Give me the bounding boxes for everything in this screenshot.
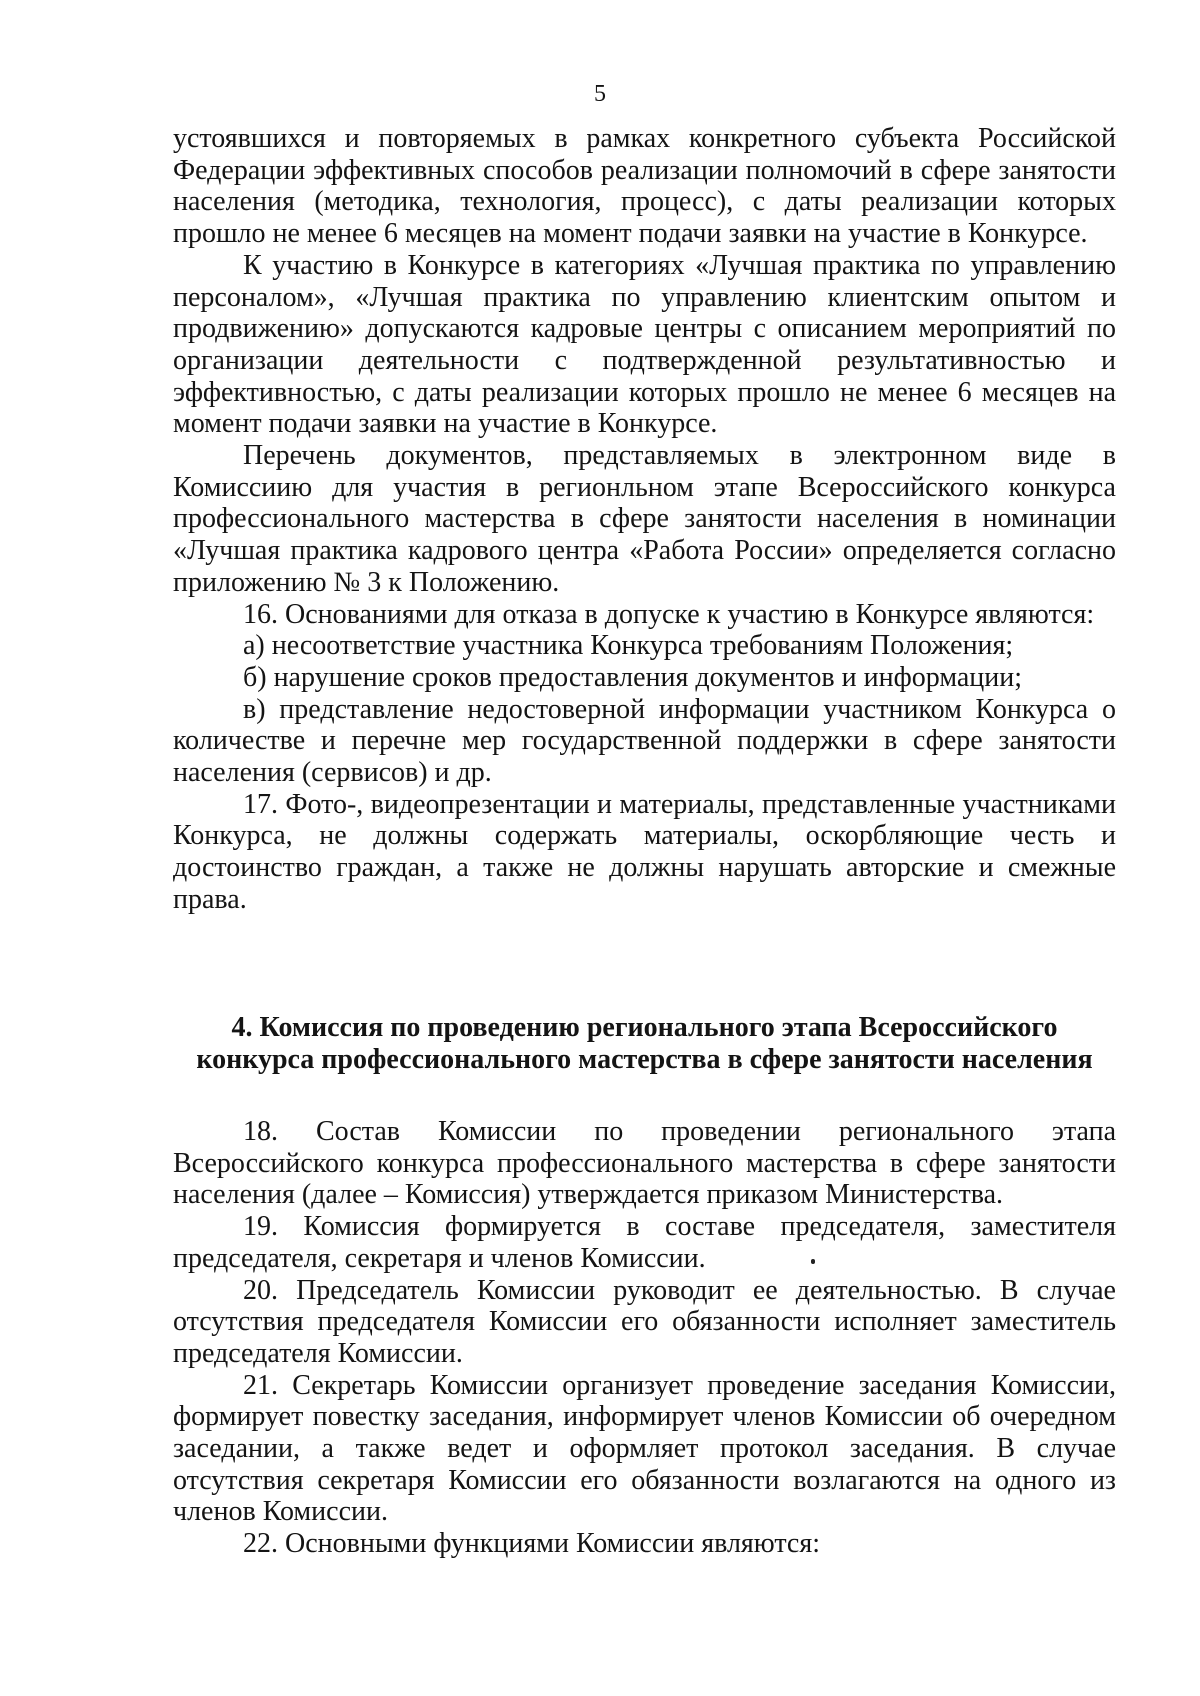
section-4-body [173, 1116, 1116, 1560]
heading-line-1: 4. Комиссия по проведению регионального этапа Всероссийского [231, 1012, 1058, 1043]
paragraph-documents-list: Перечень документов, представляемых в электронном виде в Комиссиию для участия в регионльном этапе Всероссийского конкурса профессионального мастерства в сфере занятости населения в номинации «Лучшая практика кадрового центра «Работа России» определяется согласно приложению № 3 к Положению. [173, 440, 1116, 598]
paragraph-categories: К участию в Конкурсе в категориях «Лучшая практика по управлению персоналом», «Лучшая практика по управлению клиентским опытом и продвижению» допускаются кадровые центры с описанием мероприятий по организации деятельности с подтвержденной результативностью и эффективностью, с даты реализации которых прошло не менее 6 месяцев на момент подачи заявки на участие в Конкурсе. [173, 249, 1116, 440]
paragraph-18: 18. Состав Комиссии по проведении регионального этапа Всероссийского конкурса профессионального мастерства в сфере занятости населения (далее – Комиссия) утверждается приказом Министерства. [173, 1116, 1116, 1211]
heading-line-2: конкурса профессионального мастерства в сфере занятости населения [196, 1044, 1093, 1075]
paragraph-22: 22. Основными функциями Комиссии являются: [243, 1528, 821, 1560]
list-item-a: а) несоответствие участника Конкурса требованиям Положения; [243, 630, 1014, 662]
paragraph-19: 19. Комиссия формируется в составе председателя, заместителя председателя, секретаря и членов Комиссии. [173, 1211, 1116, 1274]
section-4-heading [173, 1012, 1116, 1076]
paragraph-20: 20. Председатель Комиссии руководит ее деятельностью. В случае отсутствия председателя Комиссии его обязанности исполняет заместитель председателя Комиссии. [173, 1274, 1116, 1369]
scan-artifact-dot [811, 1259, 815, 1264]
paragraph-17: 17. Фото-, видеопрезентации и материалы, представленные участниками Конкурса, не должны содержать материалы, оскорбляющие честь и достоинство граждан, а также не должны нарушать авторские и смежные права. [173, 788, 1116, 915]
section-3-continuation [173, 123, 1116, 916]
list-item-c: в) представление недостоверной информации участником Конкурса о количестве и перечне мер государственной поддержки в сфере занятости населения (сервисов) и др. [173, 693, 1116, 789]
paragraph-21: 21. Секретарь Комиссии организует проведение заседания Комиссии, формирует повестку заседания, информирует членов Комиссии об очередном заседании, а также ведет и оформляет протокол заседания. В случае отсутствия секретаря Комиссии его обязанности возлагаются на одного из членов Комиссии. [173, 1369, 1116, 1528]
page-number: 5 [594, 81, 606, 107]
paragraph-16: 16. Основаниями для отказа в допуске к участию в Конкурсе являются: [243, 598, 1095, 630]
paragraph-continuation: устоявшихся и повторяемых в рамках конкретного субъекта Российской Федерации эффективных способов реализации полномочий в сфере занятости населения (методика, технология, процесс), с даты реализации которых прошло не менее 6 месяцев на момент подачи заявки на участие в Конкурсе. [173, 123, 1116, 250]
list-item-b: б) нарушение сроков предоставления документов и информации; [243, 661, 1023, 693]
